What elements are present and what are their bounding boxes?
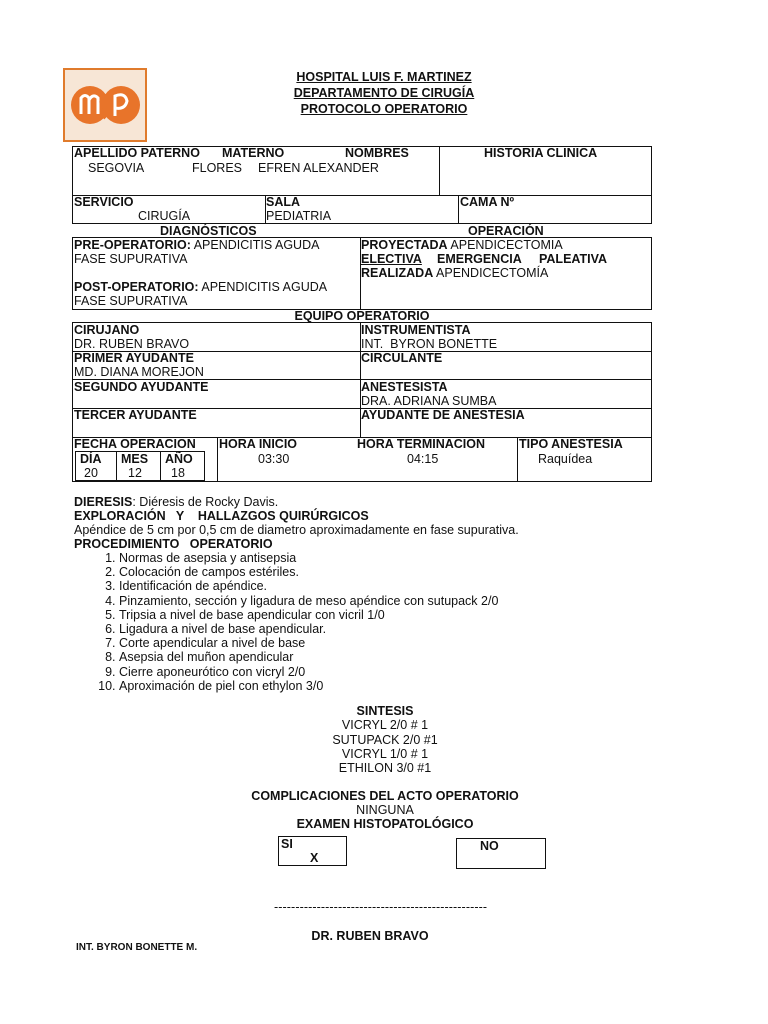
- complicaciones-value: NINGUNA: [356, 803, 414, 817]
- sintesis-item: ETHILON 3/0 #1: [338, 761, 432, 775]
- sintesis-title: SINTESIS: [356, 704, 414, 718]
- nombres-value: EFREN ALEXANDER: [258, 161, 379, 175]
- cirujano-value: DR. RUBEN BRAVO: [74, 337, 190, 351]
- procedure-step: 10. Aproximación de piel con ethylon 3/0: [119, 679, 498, 693]
- tipo-anestesia-label: TIPO ANESTESIA: [519, 437, 623, 451]
- circulante-label: CIRCULANTE: [361, 351, 443, 365]
- sintesis-item: SUTUPACK 2/0 #1: [332, 733, 438, 747]
- proyectada-label: PROYECTADA: [361, 238, 448, 252]
- procedimiento-title: PROCEDIMIENTO OPERATORIO: [74, 537, 273, 551]
- si-mark: X: [310, 851, 319, 865]
- apellido-paterno-value: SEGOVIA: [88, 161, 145, 175]
- post-operatorio: [74, 280, 327, 294]
- proyectada: [361, 238, 563, 252]
- diagnosticos-title: DIAGNÓSTICOS: [160, 224, 257, 238]
- cama-label: CAMA Nº: [460, 195, 515, 209]
- anio-value: 18: [171, 466, 185, 480]
- ayudante-anestesia-label: AYUDANTE DE ANESTESIA: [361, 408, 525, 422]
- sala-label: SALA: [266, 195, 301, 209]
- pre-operatorio-label: PRE-OPERATORIO:: [74, 238, 191, 252]
- exploracion-title: EXPLORACIÓN Y HALLAZGOS QUIRÚRGICOS: [74, 509, 369, 523]
- dieresis-label: DIERESIS: [74, 495, 133, 509]
- dia-value: 20: [84, 466, 98, 480]
- sintesis-item: VICRYL 1/0 # 1: [341, 747, 429, 761]
- procedure-steps: [0, 551, 498, 693]
- dieresis-text: : Diéresis de Rocky Davis.: [132, 495, 279, 509]
- histopatologico-title: EXAMEN HISTOPATOLÓGICO: [296, 817, 474, 831]
- proyectada-value: APENDICECTOMIA: [450, 238, 563, 252]
- procedure-step: 5. Tripsia a nivel de base apendicular con vicril 1/0: [119, 608, 498, 622]
- intern-signature: INT. BYRON BONETTE M.: [76, 942, 198, 953]
- procedure-step: 9. Cierre aponeurótico con vicryl 2/0: [119, 665, 498, 679]
- si-label: SI: [281, 837, 293, 851]
- no-label: NO: [480, 839, 499, 853]
- post-operatorio-value2: FASE SUPURATIVA: [74, 294, 188, 308]
- hora-terminacion-label: HORA TERMINACION: [357, 437, 486, 451]
- no-checkbox: [456, 838, 546, 869]
- realizada-value: APENDICECTOMÍA: [436, 266, 549, 280]
- apellido-materno-value: FLORES: [192, 161, 243, 175]
- tercer-ayudante-label: TERCER AYUDANTE: [74, 408, 197, 422]
- pre-operatorio-value2: FASE SUPURATIVA: [74, 252, 188, 266]
- realizada: [361, 266, 548, 280]
- hora-inicio-label: HORA INICIO: [219, 437, 298, 451]
- post-operatorio-label: POST-OPERATORIO:: [74, 280, 199, 294]
- fecha-operacion-label: FECHA OPERACION: [74, 437, 196, 451]
- primer-ayudante-label: PRIMER AYUDANTE: [74, 351, 194, 365]
- procedure-step: 3. Identificación de apéndice.: [119, 579, 498, 593]
- nombres-label: NOMBRES: [345, 146, 409, 160]
- procedure-step: 8. Asepsia del muñon apendicular: [119, 650, 498, 664]
- primer-ayudante-value: MD. DIANA MOREJON: [74, 365, 204, 379]
- department-name: DEPARTAMENTO DE CIRUGÍA: [293, 86, 475, 100]
- doctor-signature: DR. RUBEN BRAVO: [311, 929, 429, 943]
- procedure-step: 6. Ligadura a nivel de base apendicular.: [119, 622, 498, 636]
- sala-value: PEDIATRIA: [266, 209, 332, 223]
- post-operatorio-value: APENDICITIS AGUDA: [201, 280, 328, 294]
- instrumentista-value: INT. BYRON BONETTE: [361, 337, 498, 351]
- instrumentista-label: INSTRUMENTISTA: [361, 323, 471, 337]
- hora-terminacion-value: 04:15: [407, 452, 439, 466]
- procedure-step: 2. Colocación de campos estériles.: [119, 565, 498, 579]
- materno-label: MATERNO: [222, 146, 285, 160]
- historia-clinica-label: HISTORIA CLINICA: [484, 146, 598, 160]
- anestesista-value: DRA. ADRIANA SUMBA: [361, 394, 497, 408]
- hospital-name: HOSPITAL LUIS F. MARTINEZ: [296, 70, 472, 84]
- procedure-step: 7. Corte apendicular a nivel de base: [119, 636, 498, 650]
- pre-operatorio: [74, 238, 319, 252]
- pre-operatorio-value: APENDICITIS AGUDA: [193, 238, 320, 252]
- electiva-option: ELECTIVA: [361, 252, 422, 266]
- tipo-anestesia-value: Raquídea: [538, 452, 593, 466]
- mes-value: 12: [128, 466, 142, 480]
- apellido-paterno-label: APELLIDO PATERNO: [74, 146, 200, 160]
- procedure-step: 4. Pinzamiento, sección y ligadura de meso apéndice con sutupack 2/0: [119, 594, 498, 608]
- cirujano-label: CIRUJANO: [74, 323, 140, 337]
- operacion-title: OPERACIÓN: [468, 224, 544, 238]
- procedure-step: 1. Normas de asepsia y antisepsia: [119, 551, 498, 565]
- hallazgo-text: Apéndice de 5 cm por 0,5 cm de diametro aproximadamente en fase supurativa.: [74, 523, 519, 537]
- mes-label: MES: [121, 452, 149, 466]
- dieresis: [74, 495, 278, 509]
- anestesista-label: ANESTESISTA: [361, 380, 448, 394]
- paleativa-option: PALEATIVA: [539, 252, 608, 266]
- realizada-label: REALIZADA: [361, 266, 434, 280]
- complicaciones-title: COMPLICACIONES DEL ACTO OPERATORIO: [251, 789, 519, 803]
- segundo-ayudante-label: SEGUNDO AYUDANTE: [74, 380, 209, 394]
- sintesis-item: VICRYL 2/0 # 1: [341, 718, 429, 732]
- emergencia-option: EMERGENCIA: [437, 252, 522, 266]
- servicio-label: SERVICIO: [74, 195, 134, 209]
- equipo-title: EQUIPO OPERATORIO: [294, 309, 430, 323]
- servicio-value: CIRUGÍA: [138, 209, 191, 223]
- hora-inicio-value: 03:30: [258, 452, 290, 466]
- document-title: PROTOCOLO OPERATORIO: [300, 102, 468, 116]
- dia-label: DÍA: [80, 452, 102, 466]
- anio-label: AÑO: [165, 452, 193, 466]
- signature-line: --------------------------------------------------: [274, 900, 488, 914]
